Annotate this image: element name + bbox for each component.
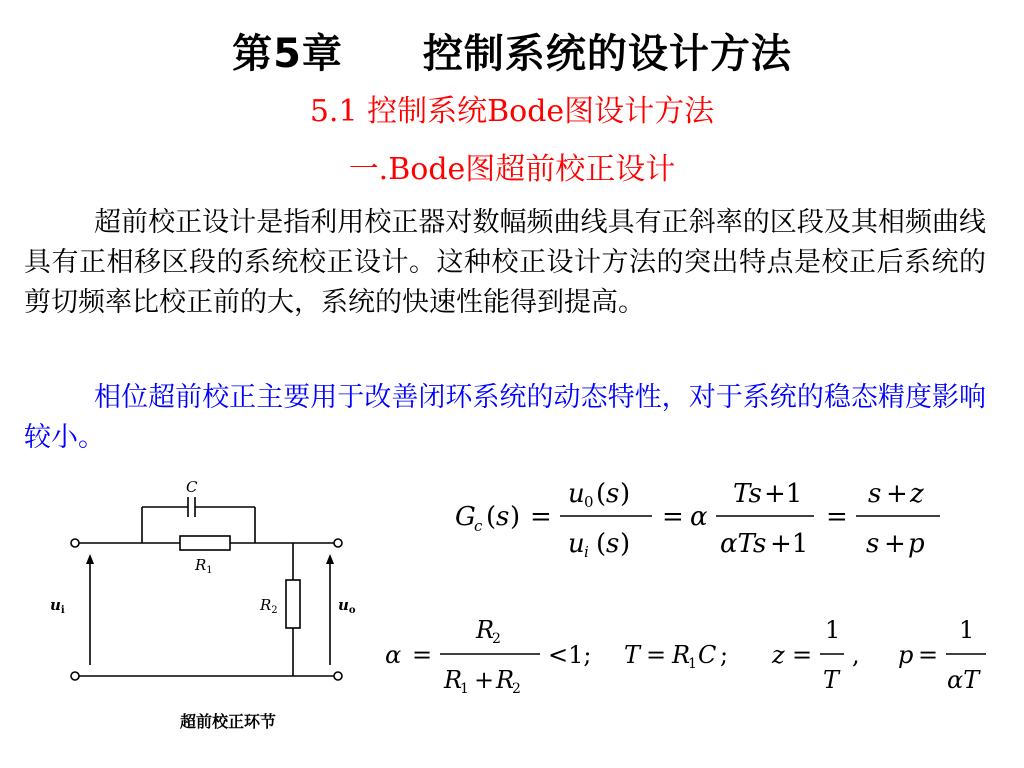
svg-text:c: c (474, 517, 483, 535)
svg-text:T: T (624, 641, 641, 669)
svg-text:): ) (620, 529, 631, 559)
svg-text:u: u (568, 529, 585, 559)
svg-text:(: ( (486, 502, 497, 532)
svg-text:s: s (606, 479, 620, 509)
svg-text:ui (50, 596, 65, 616)
r1-label: R (195, 556, 207, 574)
svg-text:R: R (672, 641, 691, 669)
svg-text:z: z (772, 641, 785, 669)
svg-text:(: ( (596, 479, 607, 509)
svg-text:u: u (568, 479, 585, 509)
svg-text:s: s (496, 502, 510, 532)
chapter-label: 第5章 (232, 31, 343, 77)
svg-text:=: = (918, 641, 939, 669)
lead-compensator-circuit (40, 470, 370, 750)
paragraph-note-text: 相位超前校正主要用于改善闭环系统的动态特性，对于系统的稳态精度影响较小。 (24, 382, 986, 453)
svg-text:,: , (852, 641, 860, 669)
svg-text:+: + (886, 479, 908, 509)
svg-text:=: = (530, 502, 552, 532)
svg-text:(: ( (596, 529, 607, 559)
transfer-function-formula (450, 468, 950, 564)
svg-text:s: s (606, 529, 620, 559)
svg-text:z: z (910, 479, 924, 509)
svg-text:p: p (908, 529, 925, 559)
svg-text:αTs: αTs (720, 529, 767, 559)
output-terminal-top (334, 539, 342, 547)
svg-text:s: s (866, 529, 880, 559)
svg-text:2: 2 (492, 631, 501, 647)
svg-text:0: 0 (584, 493, 594, 511)
svg-text:+: + (884, 529, 906, 559)
svg-text:α: α (690, 502, 708, 532)
paragraph-definition (24, 203, 986, 323)
svg-text:R: R (496, 666, 515, 694)
svg-text:uo (338, 596, 356, 616)
circuit-caption: 超前校正环节 (180, 712, 277, 731)
paragraph-definition-text: 超前校正设计是指利用校正器对数幅频曲线具有正斜率的区段及其相频曲线具有正相移区段的系统校正设计。这种校正设计方法的突出特点是校正后系统的剪切频率比校正前的大，系统的快速性能得到提高。 (24, 207, 986, 318)
svg-text:): ) (510, 502, 521, 532)
svg-text:G: G (455, 502, 476, 532)
r2-subscript: 2 (271, 605, 278, 616)
svg-text:;: ; (720, 641, 729, 669)
svg-text:=: = (826, 502, 848, 532)
svg-text:R2 (259, 596, 278, 616)
input-voltage-label: u (50, 596, 61, 614)
svg-text:1: 1 (460, 681, 469, 697)
input-voltage-subscript: i (60, 605, 65, 616)
svg-text:p: p (898, 641, 914, 669)
output-voltage-label: u (338, 596, 349, 614)
section-heading: 一.Bode图超前校正设计 (348, 152, 676, 187)
svg-text:s: s (868, 479, 882, 509)
svg-text:αT: αT (947, 666, 980, 694)
parameter-formula (380, 608, 1000, 704)
svg-text:1: 1 (825, 616, 841, 644)
svg-text:2: 2 (512, 681, 521, 697)
subtitle: 5.1 控制系统Bode图设计方法 (309, 94, 715, 129)
svg-text:=: = (646, 641, 667, 669)
svg-text:i: i (584, 543, 589, 561)
svg-text:+1: +1 (770, 529, 809, 559)
svg-text:1: 1 (688, 656, 697, 672)
capacitor-label: C (186, 478, 198, 496)
page-title (0, 22, 1024, 79)
r2-label: R (260, 596, 272, 614)
svg-text:+1: +1 (764, 479, 803, 509)
svg-text:=: = (412, 641, 433, 669)
svg-text:=: = (792, 641, 813, 669)
input-terminal-top (71, 539, 79, 547)
svg-text:C: C (698, 641, 717, 669)
svg-text:R: R (444, 666, 463, 694)
chapter-title: 控制系统的设计方法 (422, 31, 792, 77)
svg-text:R1 (194, 556, 213, 576)
r1-subscript: 1 (206, 565, 213, 576)
svg-text:+: + (474, 666, 495, 694)
input-terminal-bottom (71, 672, 79, 680)
svg-text:Ts: Ts (733, 479, 762, 509)
paragraph-note (24, 378, 986, 458)
output-voltage-subscript: o (348, 605, 356, 616)
svg-text:=: = (662, 502, 684, 532)
svg-text:1: 1 (959, 616, 975, 644)
output-terminal-bottom (334, 672, 342, 680)
svg-text:): ) (620, 479, 631, 509)
svg-text:T: T (823, 666, 840, 694)
svg-text:<1;: <1; (548, 641, 592, 669)
svg-text:α: α (385, 641, 402, 669)
svg-text:R: R (476, 616, 495, 644)
